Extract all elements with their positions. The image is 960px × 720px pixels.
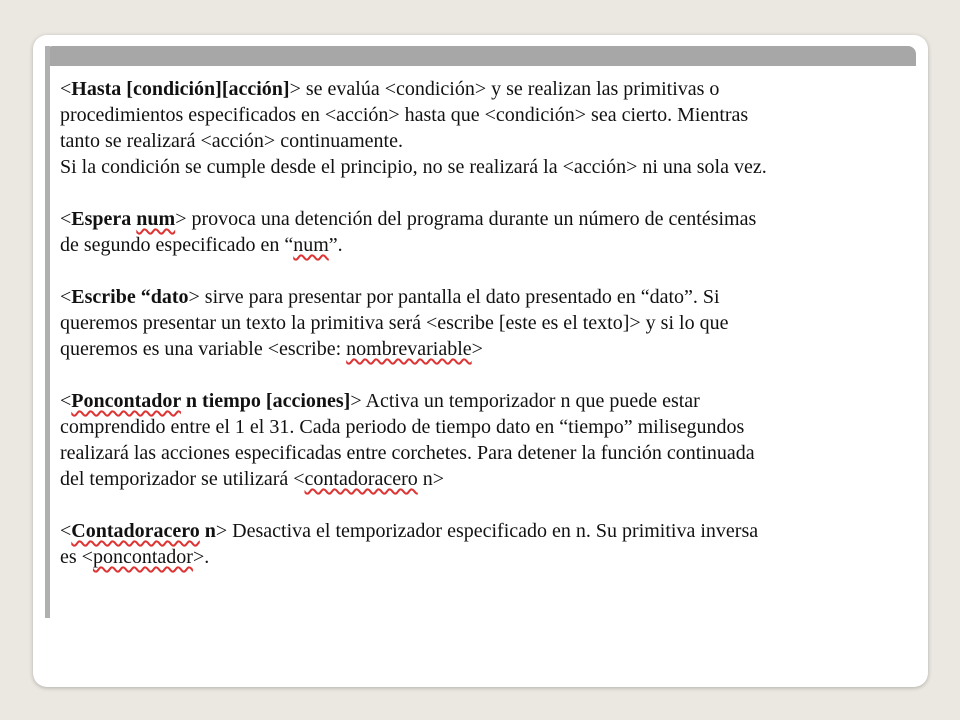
text-segment: < bbox=[60, 208, 72, 230]
text-segment: > se evalúa <condición> y se realizan las primitivas o bbox=[289, 78, 720, 100]
command-keyword: Escribe “dato bbox=[71, 286, 189, 308]
text-line bbox=[60, 206, 918, 232]
text-line bbox=[60, 154, 918, 180]
text-segment: ”. bbox=[328, 234, 343, 256]
text-segment: poncontador bbox=[92, 546, 193, 568]
text-segment: tanto se realizará <acción> continuamente. bbox=[60, 130, 403, 152]
text-segment: comprendido entre el 1 el 31. Cada periodo de tiempo dato en “tiempo” milisegundos bbox=[60, 416, 745, 438]
text-line bbox=[60, 440, 918, 466]
text-segment: >. bbox=[192, 546, 210, 568]
command-keyword: Espera bbox=[71, 208, 137, 230]
paragraph-spacer bbox=[60, 258, 918, 284]
text-segment: > sirve para presentar por pantalla el dato presentado en “dato”. Si bbox=[188, 286, 720, 308]
text-segment: > provoca una detención del programa durante un número de centésimas bbox=[175, 208, 757, 230]
text-segment: n> bbox=[417, 468, 445, 490]
text-segment: < bbox=[60, 78, 72, 100]
text-segment: nombrevariable bbox=[346, 338, 472, 360]
text-line bbox=[60, 466, 918, 492]
command-keyword: Contadoracero bbox=[71, 520, 200, 542]
command-keyword: n bbox=[199, 520, 216, 542]
text-segment: < bbox=[60, 520, 72, 542]
command-keyword: num bbox=[136, 208, 176, 230]
text-line bbox=[60, 336, 918, 362]
command-keyword: n tiempo [acciones] bbox=[180, 390, 351, 412]
text-segment: num bbox=[293, 234, 329, 256]
document-header-bar bbox=[45, 46, 916, 66]
paragraph-spacer bbox=[60, 180, 918, 206]
document-left-border bbox=[45, 46, 50, 618]
text-line bbox=[60, 76, 918, 102]
command-keyword: Poncontador bbox=[71, 390, 181, 412]
text-line bbox=[60, 128, 918, 154]
command-keyword: Hasta [condición][acción] bbox=[71, 78, 290, 100]
text-line bbox=[60, 284, 918, 310]
text-segment: Si la condición se cumple desde el principio, no se realizará la <acción> ni una sola vez. bbox=[60, 156, 767, 178]
text-segment: < bbox=[60, 390, 72, 412]
text-segment: queremos presentar un texto la primitiva será <escribe [este es el texto]> y si lo que bbox=[60, 312, 729, 334]
text-segment: contadoracero bbox=[304, 468, 418, 490]
text-segment: < bbox=[60, 286, 72, 308]
text-segment: es < bbox=[60, 546, 93, 568]
text-segment: > Activa un temporizador n que puede estar bbox=[350, 390, 700, 412]
text-segment: > bbox=[471, 338, 483, 360]
document-text bbox=[60, 76, 918, 570]
text-line bbox=[60, 310, 918, 336]
text-segment: queremos es una variable <escribe: bbox=[60, 338, 347, 360]
paragraph-spacer bbox=[60, 492, 918, 518]
text-line bbox=[60, 518, 918, 544]
text-segment: realizará las acciones especificadas entre corchetes. Para detener la función continuada bbox=[60, 442, 755, 464]
text-segment: procedimientos especificados en <acción> hasta que <condición> sea cierto. Mientras bbox=[60, 104, 749, 126]
text-line bbox=[60, 414, 918, 440]
paragraph-spacer bbox=[60, 362, 918, 388]
text-segment: del temporizador se utilizará < bbox=[60, 468, 305, 490]
text-segment: > Desactiva el temporizador especificado en n. Su primitiva inversa bbox=[215, 520, 759, 542]
text-line bbox=[60, 388, 918, 414]
text-line bbox=[60, 232, 918, 258]
text-segment: de segundo especificado en “ bbox=[60, 234, 294, 256]
text-line bbox=[60, 544, 918, 570]
text-line bbox=[60, 102, 918, 128]
